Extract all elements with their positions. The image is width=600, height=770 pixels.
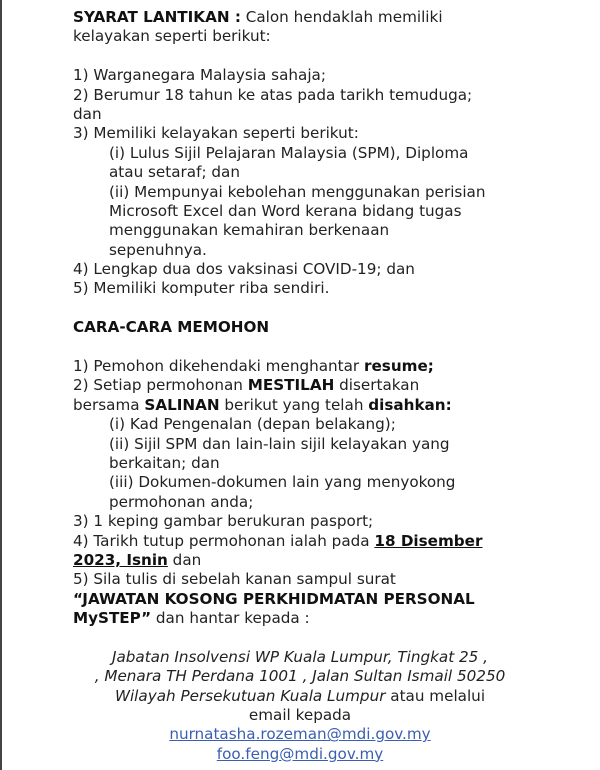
list-item: 4) Tarikh tutup permohonan ialah pada 18 Disember — [73, 531, 483, 550]
sub-item: atau setaraf; dan — [109, 163, 240, 182]
list-item: MySTEP” dan hantar kepada : — [73, 609, 310, 628]
sub-item: Microsoft Excel dan Word kerana bidang tugas — [109, 201, 462, 220]
sub-item: (i) Lulus Sijil Pelajaran Malaysia (SPM), Diploma — [109, 143, 469, 162]
cara-heading: CARA-CARA MEMOHON — [73, 318, 270, 337]
list-item: 1) Pemohon dikehendaki menghantar resume; — [73, 357, 434, 376]
sub-item: berkaitan; dan — [109, 453, 220, 472]
address-line: , Menara TH Perdana 1001 , Jalan Sultan Ismail 50250 — [94, 667, 506, 686]
email-link[interactable]: nurnatasha.rozeman@mdi.gov.my — [169, 725, 431, 744]
closing-day: 2023, Isnin — [73, 550, 168, 569]
list-item: 4) Lengkap dua dos vaksinasi COVID-19; dan — [73, 260, 415, 279]
list-item: 2) Setiap permohonan MESTILAH disertakan — [73, 376, 420, 395]
list-item: “JAWATAN KOSONG PERKHIDMATAN PERSONAL — [73, 589, 475, 608]
document — [73, 8, 573, 764]
address-line: email kepada — [248, 706, 352, 725]
address-line: Jabatan Insolvensi WP Kuala Lumpur, Tingkat 25 , — [111, 647, 488, 666]
list-item: 2) Berumur 18 tahun ke atas pada tarikh temuduga; — [73, 85, 473, 104]
closing-date: 18 Disember — [374, 531, 483, 550]
sub-item: permohonan anda; — [109, 492, 254, 511]
syarat-heading: SYARAT LANTIKAN : — [73, 8, 241, 26]
sub-item: menggunakan kemahiran berkenaan — [109, 221, 390, 240]
list-item: dan — [73, 104, 102, 123]
sub-item: (i) Kad Pengenalan (depan belakang); — [109, 415, 396, 434]
list-item: 1) Warganegara Malaysia sahaja; — [73, 66, 326, 85]
list-item: bersama SALINAN berikut yang telah disahkan: — [73, 395, 452, 414]
sub-item: (ii) Sijil SPM dan lain-lain sijil kelayakan yang — [109, 434, 450, 453]
email-link[interactable]: foo.feng@mdi.gov.my — [216, 744, 384, 763]
list-item: 5) Sila tulis di sebelah kanan sampul surat — [73, 570, 396, 589]
sub-item: (ii) Mempunyai kebolehan menggunakan perisian — [109, 182, 486, 201]
list-item: 2023, Isnin dan — [73, 550, 202, 569]
sub-item: sepenuhnya. — [109, 240, 207, 259]
address-line: Wilayah Persekutuan Kuala Lumpur atau melalui — [114, 686, 486, 705]
list-item: 5) Memiliki komputer riba sendiri. — [73, 279, 330, 298]
list-item: 3) 1 keping gambar berukuran pasport; — [73, 512, 374, 531]
sub-item: (iii) Dokumen-dokumen lain yang menyokong — [109, 473, 456, 492]
list-item: 3) Memiliki kelayakan seperti berikut: — [73, 124, 359, 143]
syarat-intro: SYARAT LANTIKAN : Calon hendaklah memiliki — [73, 8, 443, 26]
left-border — [0, 0, 2, 770]
syarat-intro-2: kelayakan seperti berikut: — [73, 27, 271, 46]
